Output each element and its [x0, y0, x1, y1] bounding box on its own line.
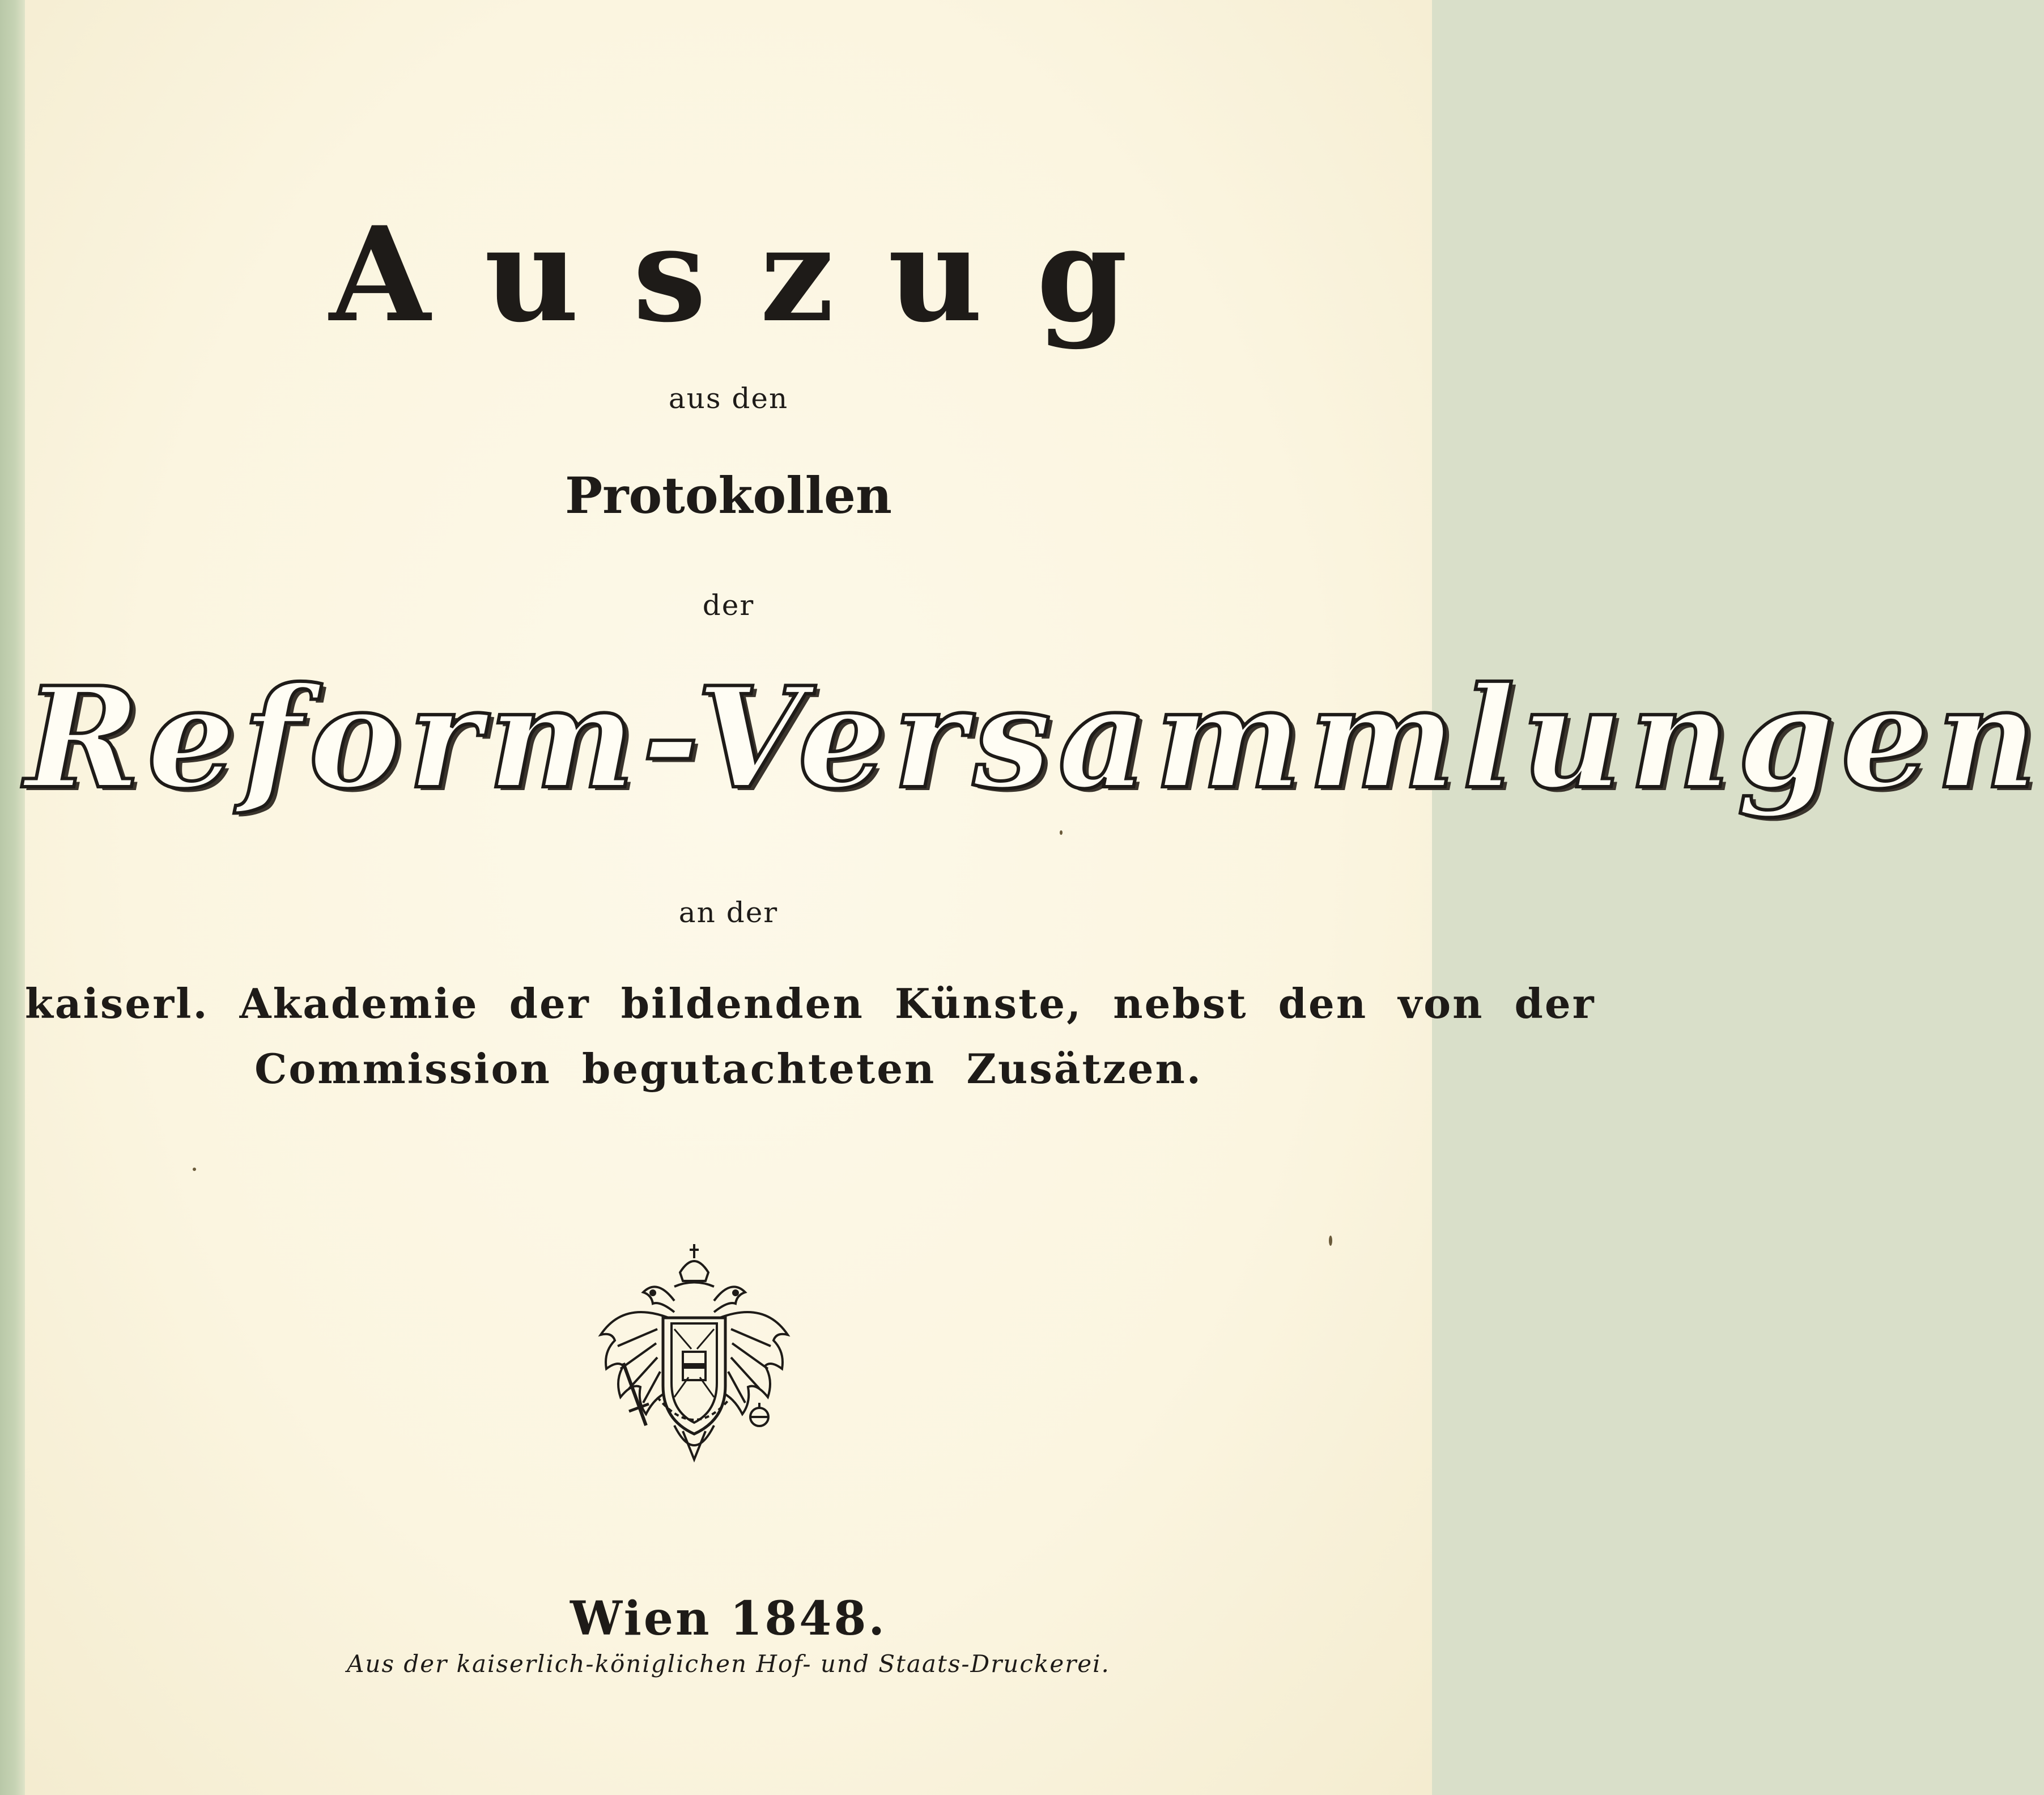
eagle-crest-icon [589, 1238, 799, 1465]
institution-line-1: kaiserl. Akademie der bildenden Künste, nebst den von der [25, 979, 1596, 1028]
connector-der: der [702, 589, 755, 622]
document-title: Auszug [329, 198, 1182, 351]
printer-imprint: Aus der kaiserlich-königlichen Hof- und Staats-Druckerei. [347, 1650, 1110, 1678]
paper-speck [1060, 830, 1063, 835]
binding-edge [0, 0, 25, 1795]
connector-an-der: an der [678, 896, 779, 929]
paper-speck [193, 1168, 196, 1171]
connector-aus-den: aus den [668, 382, 789, 415]
place-and-date: Wien 1848. [570, 1592, 887, 1646]
document-subject: Reform-Versammlungen [25, 656, 2044, 820]
paper-speck [1329, 1236, 1332, 1246]
institution-line-2: Commission begutachteten Zusätzen. [254, 1045, 1202, 1093]
document-heading: Protokollen [564, 466, 893, 525]
